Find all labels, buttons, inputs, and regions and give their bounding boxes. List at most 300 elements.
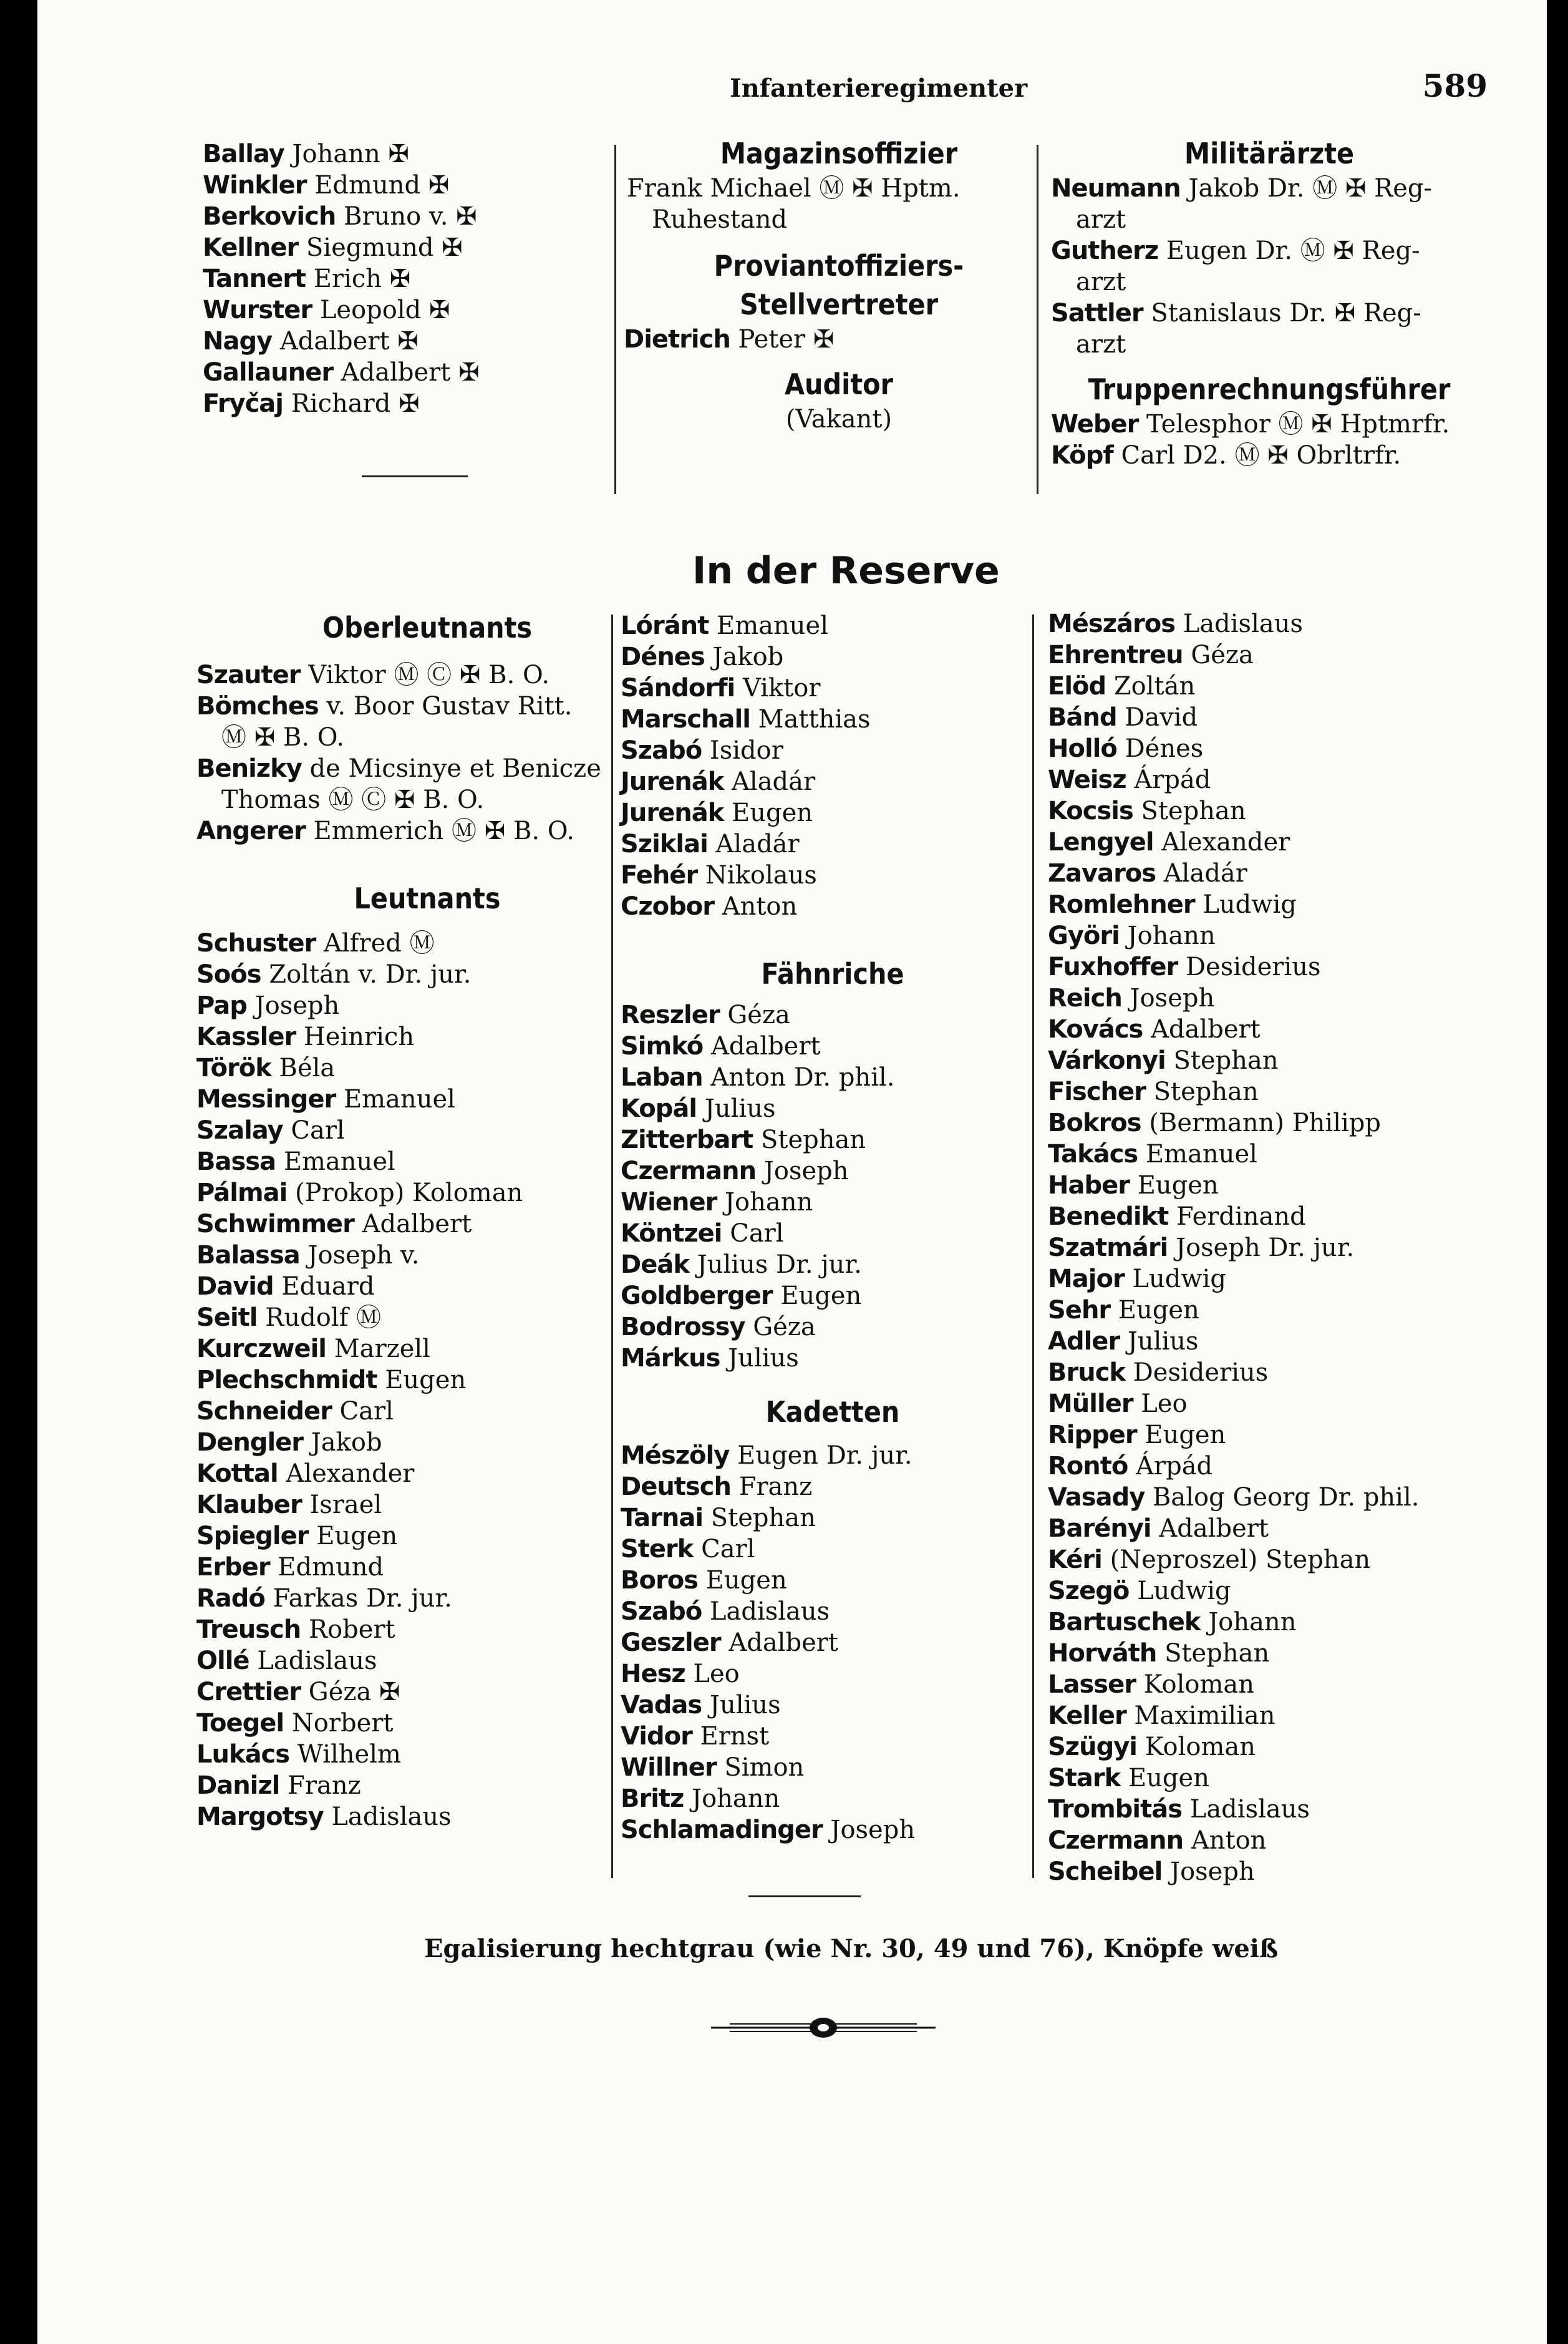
given-name: Emmerich Ⓜ ✠ B. O. — [313, 817, 574, 845]
surname: Tarnai — [621, 1504, 704, 1532]
list-item — [621, 1343, 1045, 1374]
list-item — [196, 1676, 658, 1708]
surname: Szatmári — [1048, 1233, 1168, 1262]
list-item — [196, 990, 658, 1021]
given-name: Joseph Dr. jur. — [1176, 1233, 1355, 1262]
surname: Marschall — [621, 705, 750, 734]
list-item — [621, 999, 1045, 1031]
surname: Rontó — [1048, 1452, 1128, 1481]
surname: Lengyel — [1048, 828, 1154, 857]
list-item — [203, 170, 639, 201]
list-item — [1051, 173, 1488, 204]
given-name: Eugen — [705, 1566, 787, 1595]
surname: Berkovich — [203, 202, 336, 231]
list-item — [1048, 1482, 1509, 1513]
list-item — [621, 1690, 1045, 1721]
list-item — [196, 928, 658, 959]
surname: Sattler — [1051, 299, 1143, 328]
divider — [748, 1895, 861, 1897]
list-item — [1051, 329, 1488, 360]
list-item — [1048, 920, 1509, 951]
given-name: Johann — [725, 1188, 813, 1217]
given-name: Siegmund ✠ — [306, 233, 463, 262]
surname: Márkus — [621, 1344, 720, 1373]
surname: Lukács — [196, 1740, 290, 1769]
surname: Wiener — [621, 1188, 717, 1217]
given-name: Ladislaus — [257, 1646, 377, 1675]
surname: Zitterbart — [621, 1126, 753, 1154]
list-item — [1048, 1607, 1509, 1638]
surname: Trombitás — [1048, 1795, 1183, 1824]
surname: Goldberger — [621, 1281, 773, 1310]
given-name: Géza — [1191, 641, 1254, 669]
surname: Kopál — [621, 1094, 697, 1123]
list-item — [196, 659, 658, 691]
given-name: Viktor — [742, 674, 821, 703]
given-name: (Neproszel) Stephan — [1110, 1545, 1371, 1574]
surname: Pálmai — [196, 1179, 288, 1207]
given-name: Árpád — [1136, 1452, 1213, 1481]
surname: Klauber — [196, 1491, 302, 1519]
surname: Jurenák — [621, 767, 724, 796]
list-item — [621, 1534, 1045, 1565]
list-item — [621, 1596, 1045, 1627]
given-name: Géza — [753, 1313, 816, 1341]
given-name: Franz — [288, 1771, 361, 1800]
surname: Barényi — [1048, 1514, 1151, 1543]
list-item — [621, 1155, 1045, 1187]
list-item — [621, 1218, 1045, 1249]
list-item — [196, 1801, 658, 1832]
list-item — [196, 722, 658, 753]
surname: Köpf — [1051, 441, 1113, 470]
given-name: Eugen Dr. Ⓜ ✠ Reg- — [1166, 236, 1420, 265]
given-name: Adalbert ✠ — [341, 358, 480, 387]
surname: Bruck — [1048, 1358, 1126, 1387]
given-name: Stephan — [710, 1504, 816, 1532]
given-name: Marzell — [334, 1335, 430, 1363]
page-header — [37, 67, 1547, 111]
surname: Nagy — [203, 327, 273, 356]
list-item — [1048, 764, 1509, 795]
list-item — [621, 1249, 1045, 1280]
given-name: Ludwig — [1203, 890, 1297, 919]
section-heading-truppenrechnungsfuehrer: Truppenrechnungsführer — [1088, 372, 1451, 406]
list-item — [196, 784, 658, 815]
given-name: Alfred Ⓜ — [323, 929, 435, 958]
list-item — [1048, 1326, 1509, 1357]
given-name: Emanuel — [283, 1147, 395, 1176]
surname: Lóránt — [621, 611, 709, 640]
surname: Soós — [196, 960, 261, 989]
given-name: Eugen — [1118, 1296, 1199, 1325]
given-name: Árpád — [1134, 766, 1211, 794]
given-name: Ladislaus — [709, 1597, 830, 1626]
surname: Lasser — [1048, 1670, 1136, 1699]
list-item — [1048, 1419, 1509, 1451]
list-item — [196, 1333, 658, 1364]
given-name: Aladár — [732, 767, 816, 796]
surname: Czermann — [621, 1157, 757, 1185]
surname: Szügyi — [1048, 1733, 1137, 1761]
surname: Jurenák — [621, 799, 724, 827]
list-item — [196, 1302, 658, 1333]
list-item — [196, 1520, 658, 1552]
list-item — [1048, 858, 1509, 889]
list-item — [196, 1208, 658, 1240]
given-name: Anton Dr. phil. — [710, 1063, 895, 1092]
given-name: Adalbert — [1159, 1514, 1269, 1543]
surname: David — [196, 1272, 274, 1301]
given-name: Adalbert — [362, 1210, 472, 1238]
surname: Plechschmidt — [196, 1366, 377, 1394]
surname: Kottal — [196, 1459, 278, 1488]
given-name: Koloman — [1143, 1670, 1254, 1699]
given-name: Joseph v. — [307, 1241, 420, 1270]
list-item — [203, 263, 639, 294]
given-name: Carl D2. Ⓜ ✠ Obrltrfr. — [1121, 441, 1401, 470]
given-name: Koloman — [1145, 1733, 1256, 1761]
list-item — [621, 1814, 1045, 1846]
surname: Fischer — [1048, 1077, 1146, 1106]
given-name: Johann ✠ — [292, 140, 409, 168]
list-item — [196, 1021, 658, 1053]
surname: Czobor — [621, 892, 714, 921]
surname: Bodrossy — [621, 1313, 745, 1341]
surname: Gallauner — [203, 358, 334, 387]
list-item — [621, 641, 1045, 673]
list-item — [1048, 983, 1509, 1014]
list-item — [621, 829, 1045, 860]
given-name: Géza ✠ — [308, 1678, 400, 1706]
surname: Romlehner — [1048, 890, 1195, 919]
list-item — [196, 691, 658, 722]
list-item — [1048, 1575, 1509, 1607]
given-name: Eugen — [1128, 1764, 1209, 1792]
surname: Dengler — [196, 1428, 304, 1457]
list-item — [196, 1115, 658, 1146]
list-item — [196, 1053, 658, 1084]
reserve-column-2 — [621, 610, 1045, 1846]
list-item — [1048, 1856, 1509, 1887]
surname: Radó — [196, 1584, 265, 1613]
surname: Margotsy — [196, 1802, 324, 1831]
document-page — [37, 0, 1547, 2344]
surname: Stark — [1048, 1764, 1121, 1792]
given-name: Jakob Dr. Ⓜ ✠ Reg- — [1188, 174, 1433, 203]
given-name: Eugen — [732, 799, 813, 827]
list-item — [621, 1502, 1045, 1534]
surname: Szegö — [1048, 1577, 1130, 1605]
given-name: Géza — [727, 1001, 790, 1029]
given-name: David — [1125, 703, 1198, 732]
section-heading-reserve: In der Reserve — [692, 549, 1000, 593]
list-item — [1048, 1513, 1509, 1544]
given-name: Eugen — [316, 1522, 398, 1550]
given-name: Rudolf Ⓜ — [265, 1303, 382, 1332]
surname: Sterk — [621, 1535, 694, 1563]
list-item — [196, 1364, 658, 1396]
given-name: Aladár — [715, 830, 800, 858]
list-item — [621, 1565, 1045, 1596]
surname: Laban — [621, 1063, 703, 1092]
given-name: arzt — [1076, 330, 1126, 359]
list-item — [621, 673, 1045, 704]
list-item — [1048, 1731, 1509, 1763]
list-item — [196, 1271, 658, 1302]
surname: Willner — [621, 1753, 717, 1782]
list-item — [621, 1031, 1045, 1062]
list-item — [196, 1552, 658, 1583]
section-heading-leutnants: Leutnants — [354, 882, 501, 915]
surname: Benedikt — [1048, 1202, 1169, 1231]
list-item — [621, 1783, 1045, 1814]
surname: Ballay — [203, 140, 284, 168]
given-name: Emanuel — [1145, 1140, 1257, 1169]
section-heading-faehnriche: Fähnriche — [761, 957, 904, 991]
given-name: Ludwig — [1137, 1577, 1231, 1605]
surname: Weisz — [1048, 766, 1126, 794]
surname: Keller — [1048, 1701, 1126, 1730]
list-item — [1048, 1263, 1509, 1295]
given-name: Desiderius — [1185, 953, 1321, 981]
surname: Horváth — [1048, 1639, 1157, 1668]
list-item — [196, 1739, 658, 1770]
given-name: v. Boor Gustav Ritt. — [326, 692, 573, 721]
given-name: Eduard — [281, 1272, 375, 1301]
surname: Ripper — [1048, 1421, 1137, 1449]
given-name: Ludwig — [1132, 1265, 1227, 1293]
surname: Sehr — [1048, 1296, 1111, 1325]
column-rule — [1032, 615, 1034, 1878]
surname: Reich — [1048, 984, 1122, 1013]
list-item — [1048, 1794, 1509, 1825]
surname: Deák — [621, 1250, 689, 1279]
list-item — [203, 201, 639, 232]
given-name: Julius — [728, 1344, 799, 1373]
surname: Pap — [196, 991, 247, 1020]
list-item — [196, 1458, 658, 1489]
surname: Fryčaj — [203, 389, 283, 418]
list-item — [203, 357, 639, 388]
section-heading-magazinsoffizier: Magazinsoffizier — [720, 137, 958, 170]
surname: Kassler — [196, 1023, 296, 1051]
surname: Kéri — [1048, 1545, 1102, 1574]
surname: Bokros — [1048, 1109, 1141, 1137]
surname: Britz — [621, 1784, 684, 1813]
surname: Kocsis — [1048, 797, 1133, 825]
given-name: Stanislaus Dr. ✠ Reg- — [1151, 299, 1421, 328]
section-heading-kadetten: Kadetten — [765, 1395, 900, 1429]
surname: Czermann — [1048, 1826, 1184, 1855]
list-item — [1048, 671, 1509, 702]
given-name: Ladislaus — [1183, 610, 1304, 638]
list-item — [1048, 1232, 1509, 1263]
list-item — [1051, 235, 1488, 266]
surname: Haber — [1048, 1171, 1130, 1200]
list-item — [196, 1177, 658, 1208]
given-name: Robert — [308, 1615, 395, 1644]
given-name: Richard ✠ — [291, 389, 420, 418]
list-item — [1048, 1201, 1509, 1232]
list-item — [1048, 1107, 1509, 1139]
list-item — [203, 326, 639, 357]
surname: Bömches — [196, 692, 319, 721]
list-item — [1051, 440, 1488, 471]
list-item — [1048, 1045, 1509, 1076]
list-item — [196, 1708, 658, 1739]
list-item: Dietrich Peter ✠ — [624, 325, 835, 354]
list-item — [196, 753, 658, 784]
list-item — [621, 766, 1045, 797]
surname: Angerer — [196, 817, 306, 845]
given-name: Jakob — [712, 643, 784, 671]
list-item — [196, 1614, 658, 1645]
list-item — [1048, 1014, 1509, 1045]
list-item — [196, 1645, 658, 1676]
list-item — [1048, 1544, 1509, 1575]
given-name: Matthias — [758, 705, 871, 734]
auditor-value: (Vakant) — [785, 405, 893, 434]
list-item — [196, 1396, 658, 1427]
list-item — [1051, 204, 1488, 235]
given-name: Ladislaus — [331, 1802, 452, 1831]
list-item — [621, 1627, 1045, 1658]
surname: Boros — [621, 1566, 698, 1595]
list-item — [621, 1311, 1045, 1343]
given-name: Johann — [1127, 922, 1216, 950]
section-heading-proviant: Proviantoffiziers- — [714, 249, 964, 283]
surname: Wurster — [203, 296, 312, 324]
surname: Erber — [196, 1553, 270, 1582]
surname: Geszler — [621, 1628, 721, 1657]
surname: Török — [196, 1054, 271, 1082]
surname: Müller — [1048, 1389, 1133, 1418]
list-item — [621, 1721, 1045, 1752]
surname: Fuxhoffer — [1048, 953, 1178, 981]
column-rule — [614, 145, 616, 494]
surname: Holló — [1048, 734, 1117, 763]
given-name: Aladár — [1163, 859, 1247, 888]
list-item — [621, 1187, 1045, 1218]
given-name: Carl — [730, 1219, 784, 1248]
list-item — [621, 1471, 1045, 1502]
list-item — [1048, 1763, 1509, 1794]
given-name: Carl — [291, 1116, 345, 1145]
given-name: Anton — [722, 892, 798, 921]
surname: Vidor — [621, 1722, 692, 1751]
given-name: Telesphor Ⓜ ✠ Hptmrfr. — [1146, 410, 1450, 439]
list-item: Frank Michael Ⓜ ✠ Hptm. — [627, 174, 961, 203]
list-item — [621, 1124, 1045, 1155]
given-name: Zoltán — [1113, 672, 1196, 701]
surname: Györi — [1048, 922, 1120, 950]
top-left-list — [203, 139, 639, 419]
given-name: Emanuel — [717, 611, 828, 640]
surname: Benizky — [196, 754, 302, 783]
given-name: Farkas Dr. jur. — [273, 1584, 452, 1613]
given-name: Johann — [1208, 1608, 1297, 1636]
given-name: Adalbert — [1151, 1015, 1261, 1044]
given-name: Alexander — [286, 1459, 415, 1488]
list-item — [196, 1583, 658, 1614]
surname: Treusch — [196, 1615, 301, 1644]
reserve-column-1 — [196, 608, 658, 1832]
ornament-divider-icon — [711, 2015, 936, 2040]
divider — [362, 475, 468, 477]
given-name: arzt — [1076, 268, 1126, 296]
surname: Scheibel — [1048, 1857, 1163, 1886]
given-name: Erich ✠ — [313, 265, 411, 293]
list-item — [621, 891, 1045, 922]
given-name: Joseph — [830, 1816, 916, 1844]
list-item — [1048, 1388, 1509, 1419]
surname: Major — [1048, 1265, 1125, 1293]
given-name: Israel — [309, 1491, 382, 1519]
given-name: Adalbert — [728, 1628, 838, 1657]
surname: Tannert — [203, 265, 306, 293]
surname: Schwimmer — [196, 1210, 354, 1238]
list-item — [1048, 1669, 1509, 1700]
surname: Fehér — [621, 861, 698, 890]
top-middle-block — [621, 134, 1057, 435]
list-item — [1048, 608, 1509, 639]
list-item — [196, 1427, 658, 1458]
column-rule — [1037, 145, 1038, 494]
given-name: arzt — [1076, 205, 1126, 234]
surname: Weber — [1051, 410, 1139, 439]
running-title: Infanterieregimenter — [730, 74, 1028, 103]
given-name: Nikolaus — [705, 861, 817, 890]
list-item — [1048, 733, 1509, 764]
list-item — [621, 735, 1045, 766]
given-name: Béla — [279, 1054, 336, 1082]
surname: Vasady — [1048, 1483, 1145, 1512]
surname: Seitl — [196, 1303, 258, 1332]
list-item — [203, 388, 639, 419]
given-name: Bruno v. ✠ — [344, 202, 477, 231]
surname: Szabó — [621, 736, 702, 765]
surname: Messinger — [196, 1085, 336, 1114]
given-name: Franz — [738, 1472, 813, 1501]
surname: Gutherz — [1051, 236, 1159, 265]
list-item — [196, 1240, 658, 1271]
list-item — [196, 1770, 658, 1801]
surname: Bartuschek — [1048, 1608, 1201, 1636]
surname: Köntzei — [621, 1219, 722, 1248]
list-item — [1048, 827, 1509, 858]
list-item — [1048, 1076, 1509, 1107]
list-item — [1048, 951, 1509, 983]
list-item — [1051, 409, 1488, 440]
surname: Adler — [1048, 1327, 1120, 1356]
list-item — [621, 1093, 1045, 1124]
surname: Balassa — [196, 1241, 300, 1270]
surname: Reszler — [621, 1001, 720, 1029]
list-item — [203, 139, 639, 170]
list-item — [1048, 1357, 1509, 1388]
list-item — [621, 1062, 1045, 1093]
given-name: Joseph — [254, 991, 340, 1020]
list-item — [196, 959, 658, 990]
section-heading-militaeraerzte: Militärärzte — [1184, 137, 1355, 170]
given-name: Eugen — [780, 1281, 862, 1310]
given-name: Stephan — [1164, 1639, 1270, 1668]
given-name: Julius — [704, 1094, 776, 1123]
given-name: Eugen — [1137, 1171, 1219, 1200]
given-name: Isidor — [709, 736, 783, 765]
list-item — [621, 1658, 1045, 1690]
